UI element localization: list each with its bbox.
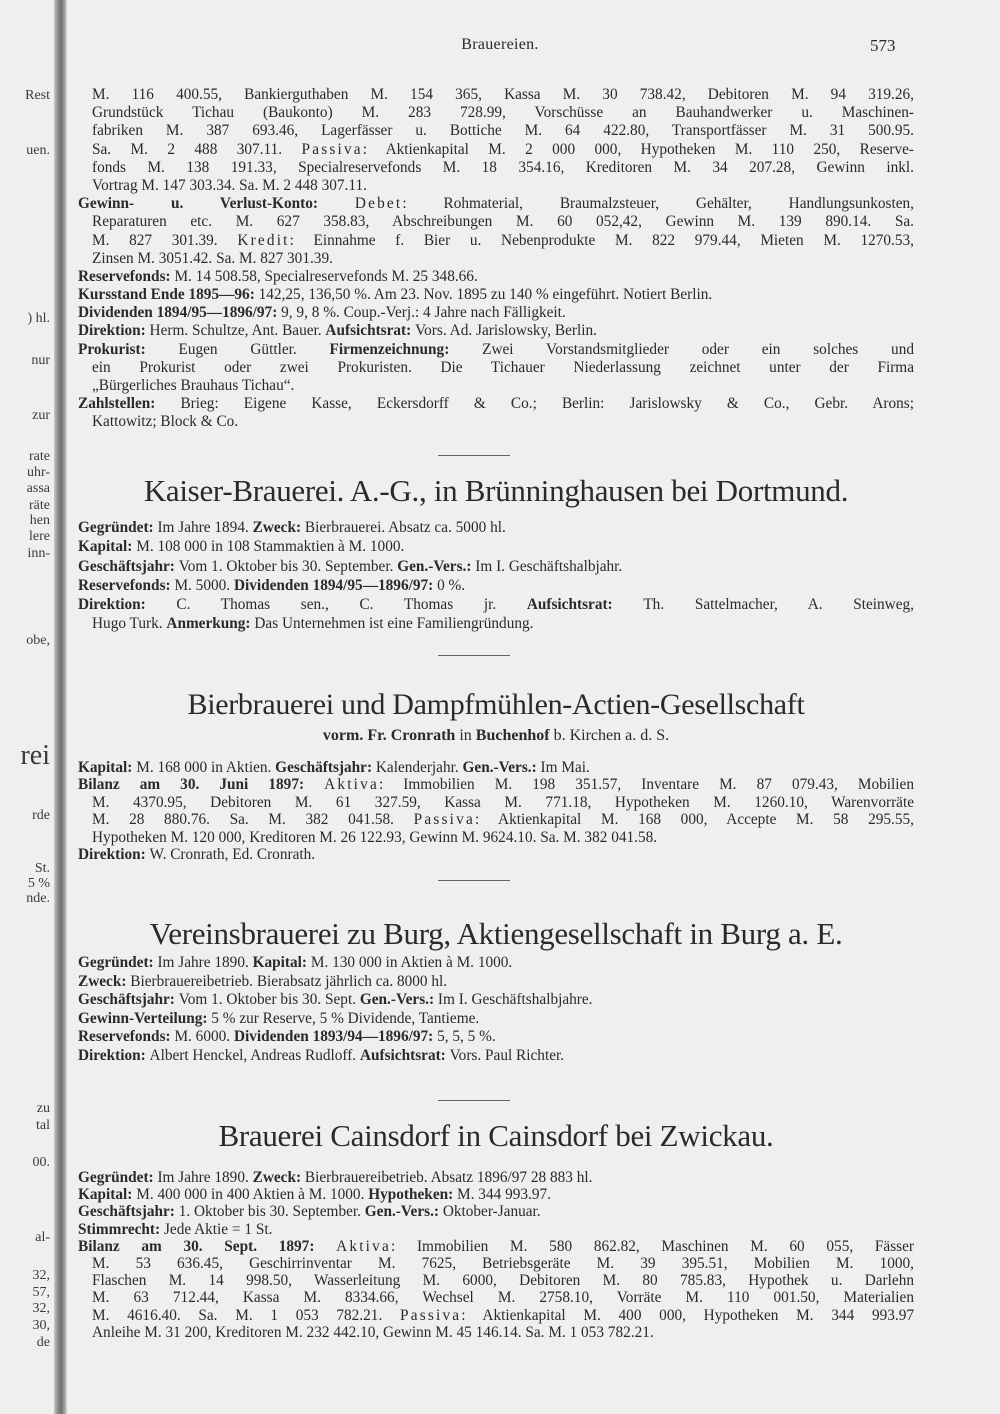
text-line: [78, 413, 914, 431]
text-run: M. 344 993.97.: [457, 1186, 551, 1204]
text-line: [78, 341, 914, 359]
field-label: Gewinn-Verteilung:: [78, 1009, 212, 1027]
page-number: 573: [870, 36, 896, 55]
text-run: Sa. M. 2 488 307.11.: [92, 140, 302, 158]
text-run: M. 4370.95, Debitoren M. 61 327.59, Kassa M. 771.18, Hypotheken M. 1260.10, Warenvorräte: [92, 793, 914, 811]
text-run: M. 827 301.39.: [92, 231, 238, 249]
text-run: fonds M. 138 191.33, Specialreservefonds M. 18 354.16, Kreditoren M. 34 207.28, Gewinn inkl.: [92, 158, 914, 176]
text-run: Eugen Güttler.: [178, 340, 330, 358]
margin-fragment: ) hl.: [27, 311, 50, 326]
text-run: : Aktienkapital M. 400 000, Hypotheken M. 344 993.97: [461, 1306, 914, 1324]
text-line: [78, 759, 914, 776]
field-label: Gen.-Vers.:: [364, 1203, 443, 1221]
field-label: Gegründet:: [78, 519, 158, 536]
field-label: Reservefonds:: [78, 1028, 175, 1045]
margin-fragment: 32,: [32, 1268, 50, 1283]
text-line: [78, 1010, 914, 1029]
text-run: M. 168 000 in Aktien.: [136, 759, 276, 776]
text-line: [78, 268, 914, 286]
entry-kaiser-brauerei: [78, 518, 914, 634]
entry-brauerei-cainsdorf: [78, 1169, 914, 1341]
margin-fragment: St.: [34, 861, 50, 876]
text-run: M. 4616.40. Sa. M. 1 053 782.21.: [92, 1306, 400, 1324]
field-label: Direktion:: [78, 845, 150, 863]
text-run: Herm. Schultze, Ant. Bauer.: [149, 322, 326, 340]
book-gutter: [54, 0, 67, 1414]
text-run: : Einnahme f. Bier u. Nebenprodukte M. 822 979.44, Mieten M. 1270.53,: [289, 231, 914, 249]
text-run: M. 14 508.58, Specialreservefonds M. 25 348.66.: [174, 267, 478, 285]
text-run: Th. Sattelmacher, A. Steinweg,: [643, 596, 914, 614]
text-run: Brieg: Eigene Kasse, Eckersdorff & Co.; Berlin: Jarislowsky & Co., Gebr. Arons;: [180, 395, 914, 413]
text-line: [78, 86, 914, 104]
text-line: [78, 159, 914, 177]
field-label: Dividenden 1894/95—1896/97:: [233, 576, 438, 594]
spaced-label: Aktiva: [336, 1237, 391, 1255]
text-run: : Immobilien M. 580 862.82, Maschinen M. 60 055, Fässer: [390, 1237, 914, 1255]
text-run: Hypotheken M. 120 000, Kreditoren M. 26 122.93, Gewinn M. 9624.10. Sa. M. 382 041.58.: [92, 828, 658, 846]
margin-fragment: uhr-: [26, 465, 50, 480]
text-line: [78, 614, 914, 633]
text-line: [78, 829, 914, 846]
field-label: Gen.-Vers.:: [397, 557, 476, 575]
entry-title-brauerei-cainsdorf: Brauerei Cainsdorf in Cainsdorf bei Zwickau.: [218, 1118, 774, 1153]
field-label: Zahlstellen:: [78, 395, 181, 413]
field-label: Kapital:: [78, 1186, 137, 1204]
field-label: Gen.-Vers.:: [359, 991, 438, 1008]
text-line: [78, 141, 914, 159]
spaced-label: Passiva: [301, 140, 363, 158]
text-run: Im Jahre 1894.: [157, 519, 253, 536]
text-line: [78, 846, 914, 863]
text-run: Albert Henckel, Andreas Rudloff.: [149, 1046, 360, 1064]
entry-bierbrauerei-dampfmuehlen: [78, 759, 914, 863]
field-label: Kapital:: [78, 759, 137, 776]
text-line: [78, 973, 914, 992]
field-label: Zweck:: [252, 519, 305, 536]
text-run: : Immobilien M. 198 351.57, Inventare M. 87 079.43, Mobilien: [378, 776, 914, 794]
margin-fragment: Rest: [25, 88, 50, 103]
field-label: Gegründet:: [78, 1169, 158, 1186]
text-run: Vom 1. Oktober bis 30. Sept.: [178, 991, 360, 1008]
spaced-label: Kredit: [237, 231, 290, 249]
text-line: [78, 1324, 914, 1341]
text-line: [78, 195, 914, 213]
text-line: [78, 1289, 914, 1306]
margin-fragment: obe,: [26, 633, 50, 648]
field-label: Bilanz am 30. Juni 1897:: [78, 776, 325, 794]
separator-rule: [438, 880, 510, 881]
margin-fragment: lere: [29, 529, 50, 544]
field-label: Kapital:: [78, 538, 137, 556]
margin-fragment: nde.: [26, 891, 50, 906]
field-label: Aufsichtsrat:: [325, 322, 416, 340]
text-run: W. Cronrath, Ed. Cronrath.: [149, 845, 316, 863]
text-line: [78, 811, 914, 828]
field-label: Direktion:: [78, 596, 177, 614]
text-run: M. 28 880.76. Sa. M. 382 041.58.: [92, 811, 414, 829]
field-label: Aufsichtsrat:: [526, 596, 644, 614]
field-label: Reservefonds:: [78, 267, 175, 285]
field-label: Dividenden 1894/95—1896/97:: [78, 304, 282, 322]
field-label: Stimmrecht:: [78, 1220, 164, 1238]
field-label: Gewinn- u. Verlust-Konto:: [78, 195, 355, 213]
field-label: Zweck:: [78, 972, 131, 990]
separator-rule: [438, 655, 510, 656]
text-line: [78, 1307, 914, 1324]
field-label: Zweck:: [252, 1169, 305, 1186]
text-line: [78, 177, 914, 195]
text-run: Vom 1. Oktober bis 30. September.: [178, 557, 398, 575]
field-label: Firmenzeichnung:: [329, 340, 483, 358]
text-line: [78, 1047, 914, 1066]
text-run: Hugo Turk.: [92, 615, 167, 633]
text-line: [78, 576, 914, 595]
text-run: Im I. Geschäftshalbjahre.: [437, 991, 593, 1008]
margin-fragment: rei: [20, 740, 50, 771]
text-run: Vors. Ad. Jarislowsky, Berlin.: [415, 322, 597, 340]
field-label: Geschäftsjahr:: [78, 1203, 179, 1221]
margin-fragment: de: [36, 1335, 50, 1350]
text-run: Im Jahre 1890.: [157, 1169, 253, 1186]
text-run: b. Kirchen a. d. S.: [549, 727, 670, 744]
text-run: M. 53 636.45, Geschirrinventar M. 7625, Betriebsgeräte M. 39 395.51, Mobilien M. 1000,: [92, 1254, 914, 1272]
field-label: Gegründet:: [78, 954, 158, 971]
text-run: M. 6000.: [174, 1028, 234, 1045]
text-run: Bierbrauereibetrieb. Absatz 1896/97 28 883 hl.: [304, 1169, 593, 1186]
text-line: [78, 1238, 914, 1255]
text-line: [78, 1169, 914, 1186]
text-run: Flaschen M. 14 998.50, Wasserleitung M. 6000, Debitoren M. 80 785.83, Hypothek u. Darlehn: [92, 1272, 914, 1290]
text-run: : Aktienkapital M. 168 000, Accepte M. 58 295.55,: [474, 811, 914, 829]
margin-fragment: 32,: [32, 1301, 50, 1316]
text-run: Bierbrauerei. Absatz ca. 5000 hl.: [304, 519, 506, 536]
margin-fragment: zu: [36, 1101, 50, 1116]
text-run: 0 %.: [437, 576, 466, 594]
text-line: [78, 537, 914, 556]
text-line: [78, 595, 914, 614]
margin-fragment: inn-: [27, 546, 50, 561]
separator-rule: [438, 1100, 510, 1101]
margin-fragment: al-: [35, 1230, 50, 1245]
text-run: 142,25, 136,50 %. Am 23. Nov. 1895 zu 140 % eingeführt. Notiert Berlin.: [258, 286, 713, 304]
text-run: Bierbrauereibetrieb. Bierabsatz jährlich ca. 8000 hl.: [130, 972, 448, 990]
entry-vereinsbrauerei-burg: [78, 954, 914, 1065]
text-line: [78, 250, 914, 268]
margin-fragment: 57,: [32, 1285, 50, 1300]
text-run: M. 116 400.55, Bankierguthaben M. 154 365, Kassa M. 30 738.42, Debitoren M. 94 319.26,: [92, 86, 914, 103]
text-run: M. 130 000 in Aktien à M. 1000.: [310, 954, 513, 971]
field-label: vorm. Fr. Cronrath: [322, 727, 456, 744]
margin-fragment: räte: [29, 498, 50, 513]
text-run: Oktober-Januar.: [442, 1203, 541, 1221]
text-run: C. Thomas sen., C. Thomas jr.: [176, 596, 527, 614]
field-label: Hypotheken:: [368, 1186, 458, 1204]
text-run: Im Mai.: [540, 759, 590, 776]
text-line: [78, 359, 914, 377]
entry-title-kaiser-brauerei: Kaiser-Brauerei. A.-G., in Brünninghausen bei Dortmund.: [143, 473, 849, 508]
entry-subtitle: [78, 727, 914, 745]
field-label: Prokurist:: [78, 340, 179, 358]
text-line: [78, 776, 914, 793]
field-label: Geschäftsjahr:: [275, 759, 376, 776]
separator-rule: [438, 455, 510, 456]
text-run: Anleihe M. 31 200, Kreditoren M. 232 442.10, Gewinn M. 45 146.14. Sa. M. 1 053 782.21.: [92, 1323, 654, 1341]
field-label: Aufsichtsrat:: [359, 1046, 450, 1064]
text-line: [78, 1221, 914, 1238]
margin-fragment: 00.: [32, 1155, 50, 1170]
spaced-label: Passiva: [400, 1306, 462, 1324]
field-label: Dividenden 1893/94—1896/97:: [233, 1028, 438, 1045]
entry-title-bierbrauerei-dampfmuehlen: Bierbrauerei und Dampfmühlen-Actien-Gesellschaft: [187, 688, 805, 721]
text-line: [78, 1186, 914, 1203]
margin-fragment: assa: [26, 481, 50, 496]
running-title: Brauereien.: [461, 36, 539, 53]
text-run: Vortrag M. 147 303.34. Sa. M. 2 448 307.11.: [92, 176, 367, 194]
text-run: M. 5000.: [174, 576, 234, 594]
field-label: Direktion:: [78, 322, 150, 340]
text-line: [78, 991, 914, 1010]
text-run: 5 % zur Reserve, 5 % Dividende, Tantieme.: [211, 1009, 480, 1027]
text-run: ein Prokurist oder zwei Prokuristen. Die Tichauer Niederlassung zeichnet unter der Firma: [92, 358, 914, 376]
text-line: [78, 104, 914, 122]
text-run: Zinsen M. 3051.42. Sa. M. 827 301.39.: [92, 249, 333, 267]
entry-title-vereinsbrauerei-burg: Vereinsbrauerei zu Burg, Aktiengesellschaft in Burg a. E.: [149, 916, 843, 951]
text-line: [78, 518, 914, 537]
text-run: M. 63 712.44, Kassa M. 8334.66, Wechsel M. 2758.10, Vorräte M. 110 001.50, Materialien: [92, 1289, 914, 1307]
field-label: Direktion:: [78, 1046, 150, 1064]
text-run: Kalenderjahr.: [375, 759, 463, 776]
text-run: Zwei Vorstandsmitglieder oder ein solches und: [482, 340, 914, 358]
margin-fragment: uen.: [26, 143, 50, 158]
text-line: [78, 1203, 914, 1220]
field-label: Bilanz am 30. Sept. 1897:: [78, 1237, 337, 1255]
text-run: Im Jahre 1890.: [157, 954, 253, 971]
field-label: Geschäftsjahr:: [78, 991, 179, 1008]
text-line: [78, 557, 914, 576]
text-run: : Rohmaterial, Braumalzsteuer, Gehälter, Handlungsunkosten,: [402, 195, 914, 213]
text-run: „Bürgerliches Brauhaus Tichau“.: [92, 377, 295, 394]
text-line: [78, 286, 914, 304]
margin-fragment: zur: [32, 408, 50, 423]
text-line: [78, 232, 914, 250]
text-line: [78, 1272, 914, 1289]
field-label: Geschäftsjahr:: [78, 557, 179, 575]
text-line: [78, 213, 914, 231]
text-line: [78, 377, 914, 395]
field-label: Kursstand Ende 1895—96:: [78, 286, 259, 304]
text-run: 9, 9, 8 %. Coup.-Verj.: 4 Jahre nach Fälligkeit.: [281, 304, 566, 322]
margin-fragment: tal: [36, 1118, 50, 1133]
text-run: Im I. Geschäftshalbjahr.: [475, 557, 623, 575]
field-label: Kapital:: [252, 954, 311, 971]
margin-fragment: nur: [31, 353, 50, 368]
text-run: 1. Oktober bis 30. September.: [178, 1203, 365, 1221]
margin-fragment: rate: [29, 449, 50, 464]
text-run: Reparaturen etc. M. 627 358.83, Abschreibungen M. 60 052,42, Gewinn M. 139 890.14. Sa.: [92, 213, 914, 231]
margin-fragment: hen: [29, 513, 50, 528]
text-run: : Aktienkapital M. 2 000 000, Hypotheken M. 110 250, Reserve-: [362, 140, 914, 158]
text-line: [78, 122, 914, 140]
text-run: Grundstück Tichau (Baukonto) M. 283 728.99, Vorschüsse an Bauhandwerker u. Maschinen-: [92, 104, 914, 122]
field-label: Buchenhof: [475, 727, 550, 744]
field-label: Anmerkung:: [166, 615, 255, 633]
field-label: Gen.-Vers.:: [462, 759, 541, 776]
text-line: [78, 954, 914, 973]
text-line: [78, 395, 914, 413]
margin-fragment: 5 %: [27, 876, 50, 891]
spaced-label: Aktiva: [324, 776, 379, 794]
margin-fragment: 30,: [32, 1318, 50, 1333]
text-run: in: [455, 727, 476, 744]
text-line: [78, 794, 914, 811]
text-run: Vors. Paul Richter.: [449, 1046, 565, 1064]
text-line: [78, 304, 914, 322]
spaced-label: Debet: [354, 195, 403, 213]
text-run: 5, 5, 5 %.: [437, 1028, 496, 1045]
spaced-label: Passiva: [413, 811, 475, 829]
text-line: [78, 1255, 914, 1272]
text-run: M. 400 000 in 400 Aktien à M. 1000.: [136, 1186, 369, 1204]
text-run: fabriken M. 387 693.46, Lagerfässer u. Bottiche M. 64 422.80, Transportfässer M. 31 500.95.: [92, 122, 914, 140]
text-line: [78, 1028, 914, 1047]
text-run: Das Unternehmen ist eine Familiengründung.: [254, 615, 534, 633]
text-run: Jede Aktie = 1 St.: [163, 1220, 273, 1238]
text-run: Kattowitz; Block & Co.: [92, 413, 239, 431]
margin-fragment: rde: [32, 808, 50, 823]
text-line: [78, 322, 914, 340]
text-run: M. 108 000 in 108 Stammaktien à M. 1000.: [136, 538, 405, 556]
field-label: Reservefonds:: [78, 576, 175, 594]
entry-continuation: [78, 86, 914, 432]
